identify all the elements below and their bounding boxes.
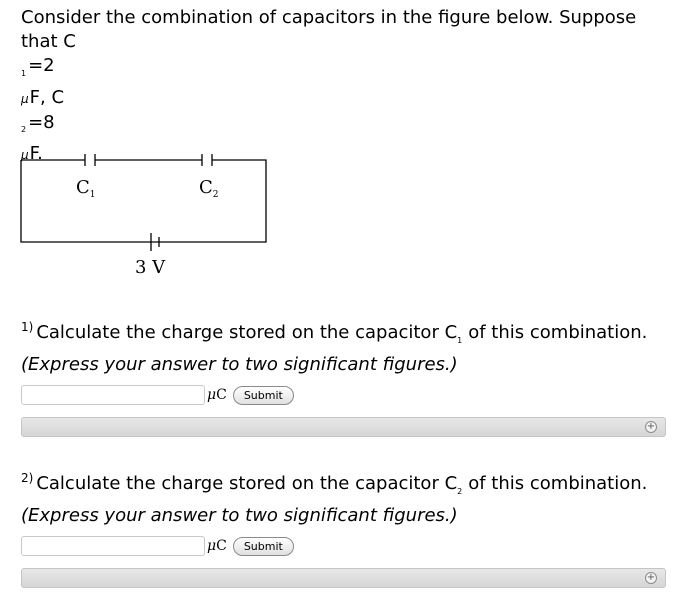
intro-unit-text: F. [29,143,43,165]
plus-circle-icon[interactable]: + [646,572,656,583]
capacitor-subscript: 1 [457,335,463,345]
question-text: Calculate the charge stored on the capacitor C [36,473,458,494]
circuit-diagram [14,150,274,280]
mu-symbol: μ [21,148,29,163]
intro-line-3 [21,54,636,86]
unit-label [207,538,227,554]
c2-subscript: 2 [21,125,27,135]
answer-input-1[interactable] [21,385,205,405]
feedback-panel-1[interactable] [21,417,666,437]
answer-input-2[interactable] [21,536,205,556]
c2-label: $C_2$ [199,177,219,200]
unit-mu: μ [207,538,217,554]
intro-line-2: that C [21,31,76,52]
capacitor-c1-plates [85,154,95,166]
submit-button-2[interactable]: Submit [233,537,294,556]
problem-statement [21,6,636,167]
intro-unit-text: F, C [29,86,65,108]
intro-line-1: Consider the combination of capacitors in the figure below. Suppose [21,7,637,28]
c2-value: =8 [28,111,55,133]
c1-subscript: 1 [21,68,27,78]
question-1 [21,315,647,377]
battery-label: 3 V [135,257,166,278]
capacitor-subscript: 2 [457,486,463,496]
unit-text: C [216,387,227,403]
intro-line-5 [21,111,636,143]
unit-label [207,387,227,403]
submit-button-1[interactable]: Submit [233,386,294,405]
plus-circle-icon[interactable]: + [646,421,656,432]
answer-row-1 [21,384,294,406]
answer-row-2 [21,535,294,557]
question-text: Calculate the charge stored on the capacitor C [36,322,458,343]
c1-label: $C_1$ [76,177,96,200]
intro-line-4 [21,86,636,111]
c1-value: =2 [28,55,55,76]
question-text-end: of this combination. [468,473,648,494]
question-hint: (Express your answer to two significant figures.) [21,353,458,375]
capacitor-c2-plates [202,154,212,166]
question-text-end: of this combination. [468,322,648,343]
question-2 [21,466,647,528]
unit-text: C [216,538,227,554]
mu-symbol: μ [21,91,29,106]
feedback-panel-2[interactable] [21,568,666,588]
question-hint: (Express your answer to two significant figures.) [21,504,458,526]
question-number: 1) [21,320,34,334]
unit-mu: μ [207,387,217,403]
question-number: 2) [21,471,34,485]
